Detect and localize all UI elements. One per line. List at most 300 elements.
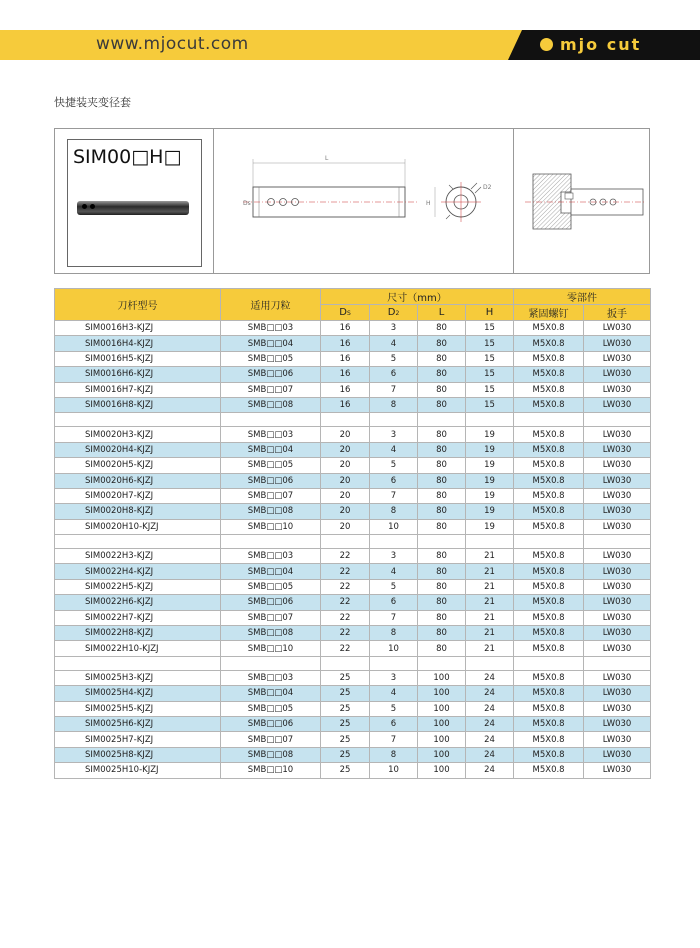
- cell-d2: 10: [370, 763, 418, 778]
- dimension-drawing-cell: [213, 129, 514, 273]
- col-header-wrench: 扳手: [584, 305, 651, 321]
- table-row: [55, 641, 651, 656]
- cell-wrench: LW030: [584, 610, 651, 625]
- cell-wrench: LW030: [584, 442, 651, 457]
- cell-d2: 10: [370, 519, 418, 534]
- spacer-cell: [584, 656, 651, 670]
- table-row: [55, 579, 651, 594]
- cell-screw: M5X0.8: [514, 367, 584, 382]
- cell-l: 80: [418, 579, 466, 594]
- cell-screw: M5X0.8: [514, 458, 584, 473]
- cell-model: SIM0022H7-KJZJ: [55, 610, 221, 625]
- spacer-cell: [370, 413, 418, 427]
- cell-d2: 7: [370, 732, 418, 747]
- table-row: [55, 442, 651, 457]
- logo-text: mjo cut: [560, 35, 642, 54]
- cell-h: 19: [466, 427, 514, 442]
- table-row: [55, 595, 651, 610]
- cell-insert: SMB□□04: [221, 564, 321, 579]
- cell-insert: SMB□□07: [221, 732, 321, 747]
- dim-label-d2: D2: [483, 184, 492, 191]
- cell-wrench: LW030: [584, 458, 651, 473]
- cell-screw: M5X0.8: [514, 670, 584, 685]
- col-group-size: 尺寸（mm）: [321, 289, 514, 305]
- cell-h: 24: [466, 670, 514, 685]
- cell-wrench: LW030: [584, 519, 651, 534]
- spacer-cell: [221, 656, 321, 670]
- table-row: [55, 336, 651, 351]
- col-header-h: H: [466, 305, 514, 321]
- cell-wrench: LW030: [584, 579, 651, 594]
- cell-screw: M5X0.8: [514, 626, 584, 641]
- cell-l: 100: [418, 686, 466, 701]
- cell-l: 80: [418, 427, 466, 442]
- cell-screw: M5X0.8: [514, 488, 584, 503]
- cell-screw: M5X0.8: [514, 595, 584, 610]
- cell-h: 19: [466, 519, 514, 534]
- cell-l: 80: [418, 382, 466, 397]
- cell-h: 15: [466, 351, 514, 366]
- cell-l: 80: [418, 336, 466, 351]
- cell-ds: 25: [321, 670, 370, 685]
- group-spacer-row: [55, 535, 651, 549]
- cell-insert: SMB□□10: [221, 641, 321, 656]
- cell-ds: 20: [321, 458, 370, 473]
- logo-dot-icon: [540, 38, 553, 51]
- cell-d2: 4: [370, 442, 418, 457]
- spacer-cell: [466, 413, 514, 427]
- cell-l: 100: [418, 716, 466, 731]
- cell-insert: SMB□□03: [221, 321, 321, 336]
- cell-h: 21: [466, 579, 514, 594]
- table-row: [55, 626, 651, 641]
- cell-h: 21: [466, 641, 514, 656]
- photo-hole: [90, 204, 95, 209]
- cell-h: 15: [466, 382, 514, 397]
- spacer-cell: [584, 535, 651, 549]
- cell-insert: SMB□□04: [221, 442, 321, 457]
- spacer-cell: [221, 413, 321, 427]
- cell-ds: 22: [321, 564, 370, 579]
- dim-label-h: H: [426, 200, 431, 207]
- cell-ds: 16: [321, 382, 370, 397]
- table-row: [55, 701, 651, 716]
- cell-ds: 20: [321, 427, 370, 442]
- cell-insert: SMB□□03: [221, 427, 321, 442]
- cell-screw: M5X0.8: [514, 382, 584, 397]
- cell-l: 100: [418, 732, 466, 747]
- cell-wrench: LW030: [584, 473, 651, 488]
- cell-insert: SMB□□04: [221, 686, 321, 701]
- table-row: [55, 351, 651, 366]
- cell-l: 80: [418, 504, 466, 519]
- spacer-cell: [321, 656, 370, 670]
- cell-wrench: LW030: [584, 747, 651, 762]
- col-header-ds: DS: [321, 305, 370, 321]
- cell-wrench: LW030: [584, 504, 651, 519]
- cell-l: 80: [418, 564, 466, 579]
- cell-l: 80: [418, 641, 466, 656]
- cell-d2: 4: [370, 564, 418, 579]
- brand-logo: [522, 30, 700, 60]
- cell-d2: 4: [370, 336, 418, 351]
- table-row: [55, 367, 651, 382]
- table-row: [55, 504, 651, 519]
- table-row: [55, 458, 651, 473]
- cell-d2: 6: [370, 595, 418, 610]
- cell-model: SIM0020H8-KJZJ: [55, 504, 221, 519]
- cell-insert: SMB□□03: [221, 670, 321, 685]
- cell-screw: M5X0.8: [514, 686, 584, 701]
- cell-screw: M5X0.8: [514, 747, 584, 762]
- cell-l: 80: [418, 458, 466, 473]
- cell-screw: M5X0.8: [514, 716, 584, 731]
- cell-model: SIM0022H4-KJZJ: [55, 564, 221, 579]
- cell-ds: 22: [321, 641, 370, 656]
- cell-d2: 3: [370, 321, 418, 336]
- cell-model: SIM0025H10-KJZJ: [55, 763, 221, 778]
- table-row: [55, 732, 651, 747]
- cell-ds: 20: [321, 442, 370, 457]
- cell-screw: M5X0.8: [514, 641, 584, 656]
- cell-h: 19: [466, 488, 514, 503]
- cell-ds: 22: [321, 610, 370, 625]
- cell-screw: M5X0.8: [514, 504, 584, 519]
- cell-h: 24: [466, 747, 514, 762]
- cell-wrench: LW030: [584, 367, 651, 382]
- cell-l: 80: [418, 610, 466, 625]
- cell-ds: 22: [321, 626, 370, 641]
- cell-model: SIM0025H4-KJZJ: [55, 686, 221, 701]
- cell-insert: SMB□□03: [221, 549, 321, 564]
- cell-model: SIM0020H7-KJZJ: [55, 488, 221, 503]
- model-code: SIM00□H□: [73, 146, 182, 168]
- cell-wrench: LW030: [584, 564, 651, 579]
- table-row: [55, 519, 651, 534]
- cell-ds: 25: [321, 716, 370, 731]
- cell-model: SIM0022H3-KJZJ: [55, 549, 221, 564]
- cell-wrench: LW030: [584, 626, 651, 641]
- spec-table-header: [55, 289, 651, 321]
- col-group-parts: 零部件: [514, 289, 651, 305]
- cell-ds: 16: [321, 336, 370, 351]
- cell-model: SIM0020H10-KJZJ: [55, 519, 221, 534]
- cell-wrench: LW030: [584, 351, 651, 366]
- cell-d2: 6: [370, 473, 418, 488]
- cell-screw: M5X0.8: [514, 427, 584, 442]
- cell-ds: 16: [321, 367, 370, 382]
- cell-h: 21: [466, 595, 514, 610]
- cell-l: 80: [418, 595, 466, 610]
- cell-insert: SMB□□06: [221, 595, 321, 610]
- cell-insert: SMB□□08: [221, 747, 321, 762]
- photo-hole: [82, 204, 87, 209]
- spacer-cell: [466, 656, 514, 670]
- cell-insert: SMB□□08: [221, 504, 321, 519]
- cell-insert: SMB□□06: [221, 716, 321, 731]
- cell-l: 80: [418, 351, 466, 366]
- cell-insert: SMB□□07: [221, 382, 321, 397]
- spacer-cell: [514, 413, 584, 427]
- cell-wrench: LW030: [584, 670, 651, 685]
- cell-insert: SMB□□07: [221, 488, 321, 503]
- col-header-l: L: [418, 305, 466, 321]
- cell-insert: SMB□□08: [221, 626, 321, 641]
- cell-wrench: LW030: [584, 763, 651, 778]
- cell-wrench: LW030: [584, 701, 651, 716]
- cell-model: SIM0020H4-KJZJ: [55, 442, 221, 457]
- cell-model: SIM0025H5-KJZJ: [55, 701, 221, 716]
- cell-d2: 6: [370, 716, 418, 731]
- cell-d2: 7: [370, 610, 418, 625]
- cell-insert: SMB□□07: [221, 610, 321, 625]
- cell-ds: 20: [321, 473, 370, 488]
- section-title: 快捷装夹变径套: [54, 96, 131, 109]
- dim-label-ds: Ds: [243, 200, 251, 207]
- cell-wrench: LW030: [584, 549, 651, 564]
- spacer-cell: [321, 413, 370, 427]
- spec-table: [54, 288, 651, 779]
- cell-model: SIM0020H5-KJZJ: [55, 458, 221, 473]
- cell-h: 24: [466, 701, 514, 716]
- cell-l: 80: [418, 519, 466, 534]
- cell-ds: 20: [321, 488, 370, 503]
- cell-screw: M5X0.8: [514, 610, 584, 625]
- cell-d2: 10: [370, 641, 418, 656]
- cell-ds: 22: [321, 595, 370, 610]
- cell-d2: 7: [370, 382, 418, 397]
- cell-ds: 25: [321, 763, 370, 778]
- col-header-d2: D2: [370, 305, 418, 321]
- cell-ds: 25: [321, 732, 370, 747]
- cell-d2: 5: [370, 458, 418, 473]
- cell-wrench: LW030: [584, 427, 651, 442]
- cell-model: SIM0025H6-KJZJ: [55, 716, 221, 731]
- cell-insert: SMB□□06: [221, 473, 321, 488]
- cell-ds: 16: [321, 397, 370, 412]
- cell-h: 15: [466, 367, 514, 382]
- cell-screw: M5X0.8: [514, 473, 584, 488]
- cell-model: SIM0016H6-KJZJ: [55, 367, 221, 382]
- cell-ds: 20: [321, 504, 370, 519]
- spacer-cell: [514, 535, 584, 549]
- cell-insert: SMB□□04: [221, 336, 321, 351]
- cell-model: SIM0016H4-KJZJ: [55, 336, 221, 351]
- cell-d2: 7: [370, 488, 418, 503]
- col-header-screw: 紧固螺钉: [514, 305, 584, 321]
- cell-ds: 25: [321, 686, 370, 701]
- col-header-insert: 适用刀粒: [221, 289, 321, 321]
- cell-insert: SMB□□05: [221, 351, 321, 366]
- cell-ds: 20: [321, 519, 370, 534]
- cell-ds: 22: [321, 579, 370, 594]
- spacer-cell: [466, 535, 514, 549]
- cell-model: SIM0025H3-KJZJ: [55, 670, 221, 685]
- cell-screw: M5X0.8: [514, 321, 584, 336]
- cell-model: SIM0016H7-KJZJ: [55, 382, 221, 397]
- cell-d2: 8: [370, 504, 418, 519]
- cell-h: 15: [466, 321, 514, 336]
- cell-model: SIM0022H5-KJZJ: [55, 579, 221, 594]
- table-row: [55, 382, 651, 397]
- cell-screw: M5X0.8: [514, 564, 584, 579]
- cell-insert: SMB□□10: [221, 519, 321, 534]
- cell-h: 24: [466, 686, 514, 701]
- cell-h: 15: [466, 336, 514, 351]
- cell-l: 80: [418, 549, 466, 564]
- cell-l: 80: [418, 473, 466, 488]
- table-row: [55, 686, 651, 701]
- cell-wrench: LW030: [584, 397, 651, 412]
- cell-screw: M5X0.8: [514, 442, 584, 457]
- spacer-cell: [55, 413, 221, 427]
- spacer-cell: [321, 535, 370, 549]
- cell-l: 100: [418, 747, 466, 762]
- cell-l: 80: [418, 488, 466, 503]
- cell-model: SIM0025H7-KJZJ: [55, 732, 221, 747]
- cell-model: SIM0020H3-KJZJ: [55, 427, 221, 442]
- cell-h: 19: [466, 473, 514, 488]
- cell-insert: SMB□□06: [221, 367, 321, 382]
- table-row: [55, 549, 651, 564]
- cell-screw: M5X0.8: [514, 397, 584, 412]
- cell-model: SIM0022H6-KJZJ: [55, 595, 221, 610]
- cell-ds: 16: [321, 351, 370, 366]
- cell-l: 80: [418, 626, 466, 641]
- cell-h: 24: [466, 732, 514, 747]
- cell-d2: 8: [370, 397, 418, 412]
- cell-screw: M5X0.8: [514, 701, 584, 716]
- cell-d2: 5: [370, 579, 418, 594]
- spacer-cell: [418, 656, 466, 670]
- cell-d2: 6: [370, 367, 418, 382]
- spec-table-body: [55, 321, 651, 779]
- cell-ds: 25: [321, 701, 370, 716]
- cell-d2: 8: [370, 747, 418, 762]
- cell-model: SIM0022H8-KJZJ: [55, 626, 221, 641]
- cell-h: 19: [466, 442, 514, 457]
- cell-wrench: LW030: [584, 686, 651, 701]
- cell-screw: M5X0.8: [514, 336, 584, 351]
- cell-l: 100: [418, 763, 466, 778]
- table-row: [55, 564, 651, 579]
- cell-insert: SMB□□05: [221, 701, 321, 716]
- cell-h: 21: [466, 626, 514, 641]
- cell-ds: 22: [321, 549, 370, 564]
- spacer-cell: [221, 535, 321, 549]
- dim-label-l: L: [325, 155, 329, 162]
- table-row: [55, 427, 651, 442]
- cell-h: 21: [466, 610, 514, 625]
- table-row: [55, 747, 651, 762]
- cell-l: 100: [418, 670, 466, 685]
- cell-l: 80: [418, 367, 466, 382]
- table-row: [55, 763, 651, 778]
- spacer-cell: [55, 535, 221, 549]
- cell-model: SIM0016H8-KJZJ: [55, 397, 221, 412]
- cell-h: 24: [466, 763, 514, 778]
- cell-h: 19: [466, 504, 514, 519]
- cell-model: SIM0016H3-KJZJ: [55, 321, 221, 336]
- table-row: [55, 397, 651, 412]
- table-row: [55, 716, 651, 731]
- cell-wrench: LW030: [584, 488, 651, 503]
- cell-l: 80: [418, 397, 466, 412]
- table-row: [55, 610, 651, 625]
- cell-model: SIM0016H5-KJZJ: [55, 351, 221, 366]
- cell-screw: M5X0.8: [514, 732, 584, 747]
- col-header-model: 刀杆型号: [55, 289, 221, 321]
- cell-wrench: LW030: [584, 716, 651, 731]
- cell-d2: 5: [370, 351, 418, 366]
- spacer-cell: [418, 535, 466, 549]
- table-row: [55, 670, 651, 685]
- product-figure: [54, 128, 650, 274]
- product-photo-cell: [55, 129, 214, 273]
- cell-wrench: LW030: [584, 641, 651, 656]
- spacer-cell: [584, 413, 651, 427]
- cell-wrench: LW030: [584, 321, 651, 336]
- spacer-cell: [55, 656, 221, 670]
- table-row: [55, 473, 651, 488]
- cell-wrench: LW030: [584, 382, 651, 397]
- cell-ds: 16: [321, 321, 370, 336]
- section-drawing: [513, 129, 649, 273]
- cell-wrench: LW030: [584, 732, 651, 747]
- cell-screw: M5X0.8: [514, 549, 584, 564]
- cell-d2: 3: [370, 670, 418, 685]
- table-row: [55, 321, 651, 336]
- cell-h: 21: [466, 564, 514, 579]
- cell-insert: SMB□□10: [221, 763, 321, 778]
- cell-l: 80: [418, 321, 466, 336]
- cell-d2: 4: [370, 686, 418, 701]
- cell-screw: M5X0.8: [514, 519, 584, 534]
- spacer-cell: [418, 413, 466, 427]
- cell-d2: 8: [370, 626, 418, 641]
- cell-l: 100: [418, 701, 466, 716]
- cell-screw: M5X0.8: [514, 763, 584, 778]
- cell-wrench: LW030: [584, 336, 651, 351]
- cell-insert: SMB□□05: [221, 579, 321, 594]
- spacer-cell: [370, 535, 418, 549]
- header-url[interactable]: www.mjocut.com: [96, 34, 249, 54]
- cell-model: SIM0025H8-KJZJ: [55, 747, 221, 762]
- cell-wrench: LW030: [584, 595, 651, 610]
- cell-d2: 3: [370, 427, 418, 442]
- spacer-cell: [514, 656, 584, 670]
- cell-h: 21: [466, 549, 514, 564]
- cell-screw: M5X0.8: [514, 351, 584, 366]
- table-row: [55, 488, 651, 503]
- group-spacer-row: [55, 656, 651, 670]
- cell-insert: SMB□□05: [221, 458, 321, 473]
- group-spacer-row: [55, 413, 651, 427]
- cell-model: SIM0022H10-KJZJ: [55, 641, 221, 656]
- dimension-drawing: [213, 129, 513, 273]
- cell-d2: 3: [370, 549, 418, 564]
- section-drawing-cell: [513, 129, 649, 273]
- cell-h: 19: [466, 458, 514, 473]
- cell-screw: M5X0.8: [514, 579, 584, 594]
- cell-l: 80: [418, 442, 466, 457]
- cell-model: SIM0020H6-KJZJ: [55, 473, 221, 488]
- cell-ds: 25: [321, 747, 370, 762]
- cell-insert: SMB□□08: [221, 397, 321, 412]
- spacer-cell: [370, 656, 418, 670]
- cell-d2: 5: [370, 701, 418, 716]
- cell-h: 15: [466, 397, 514, 412]
